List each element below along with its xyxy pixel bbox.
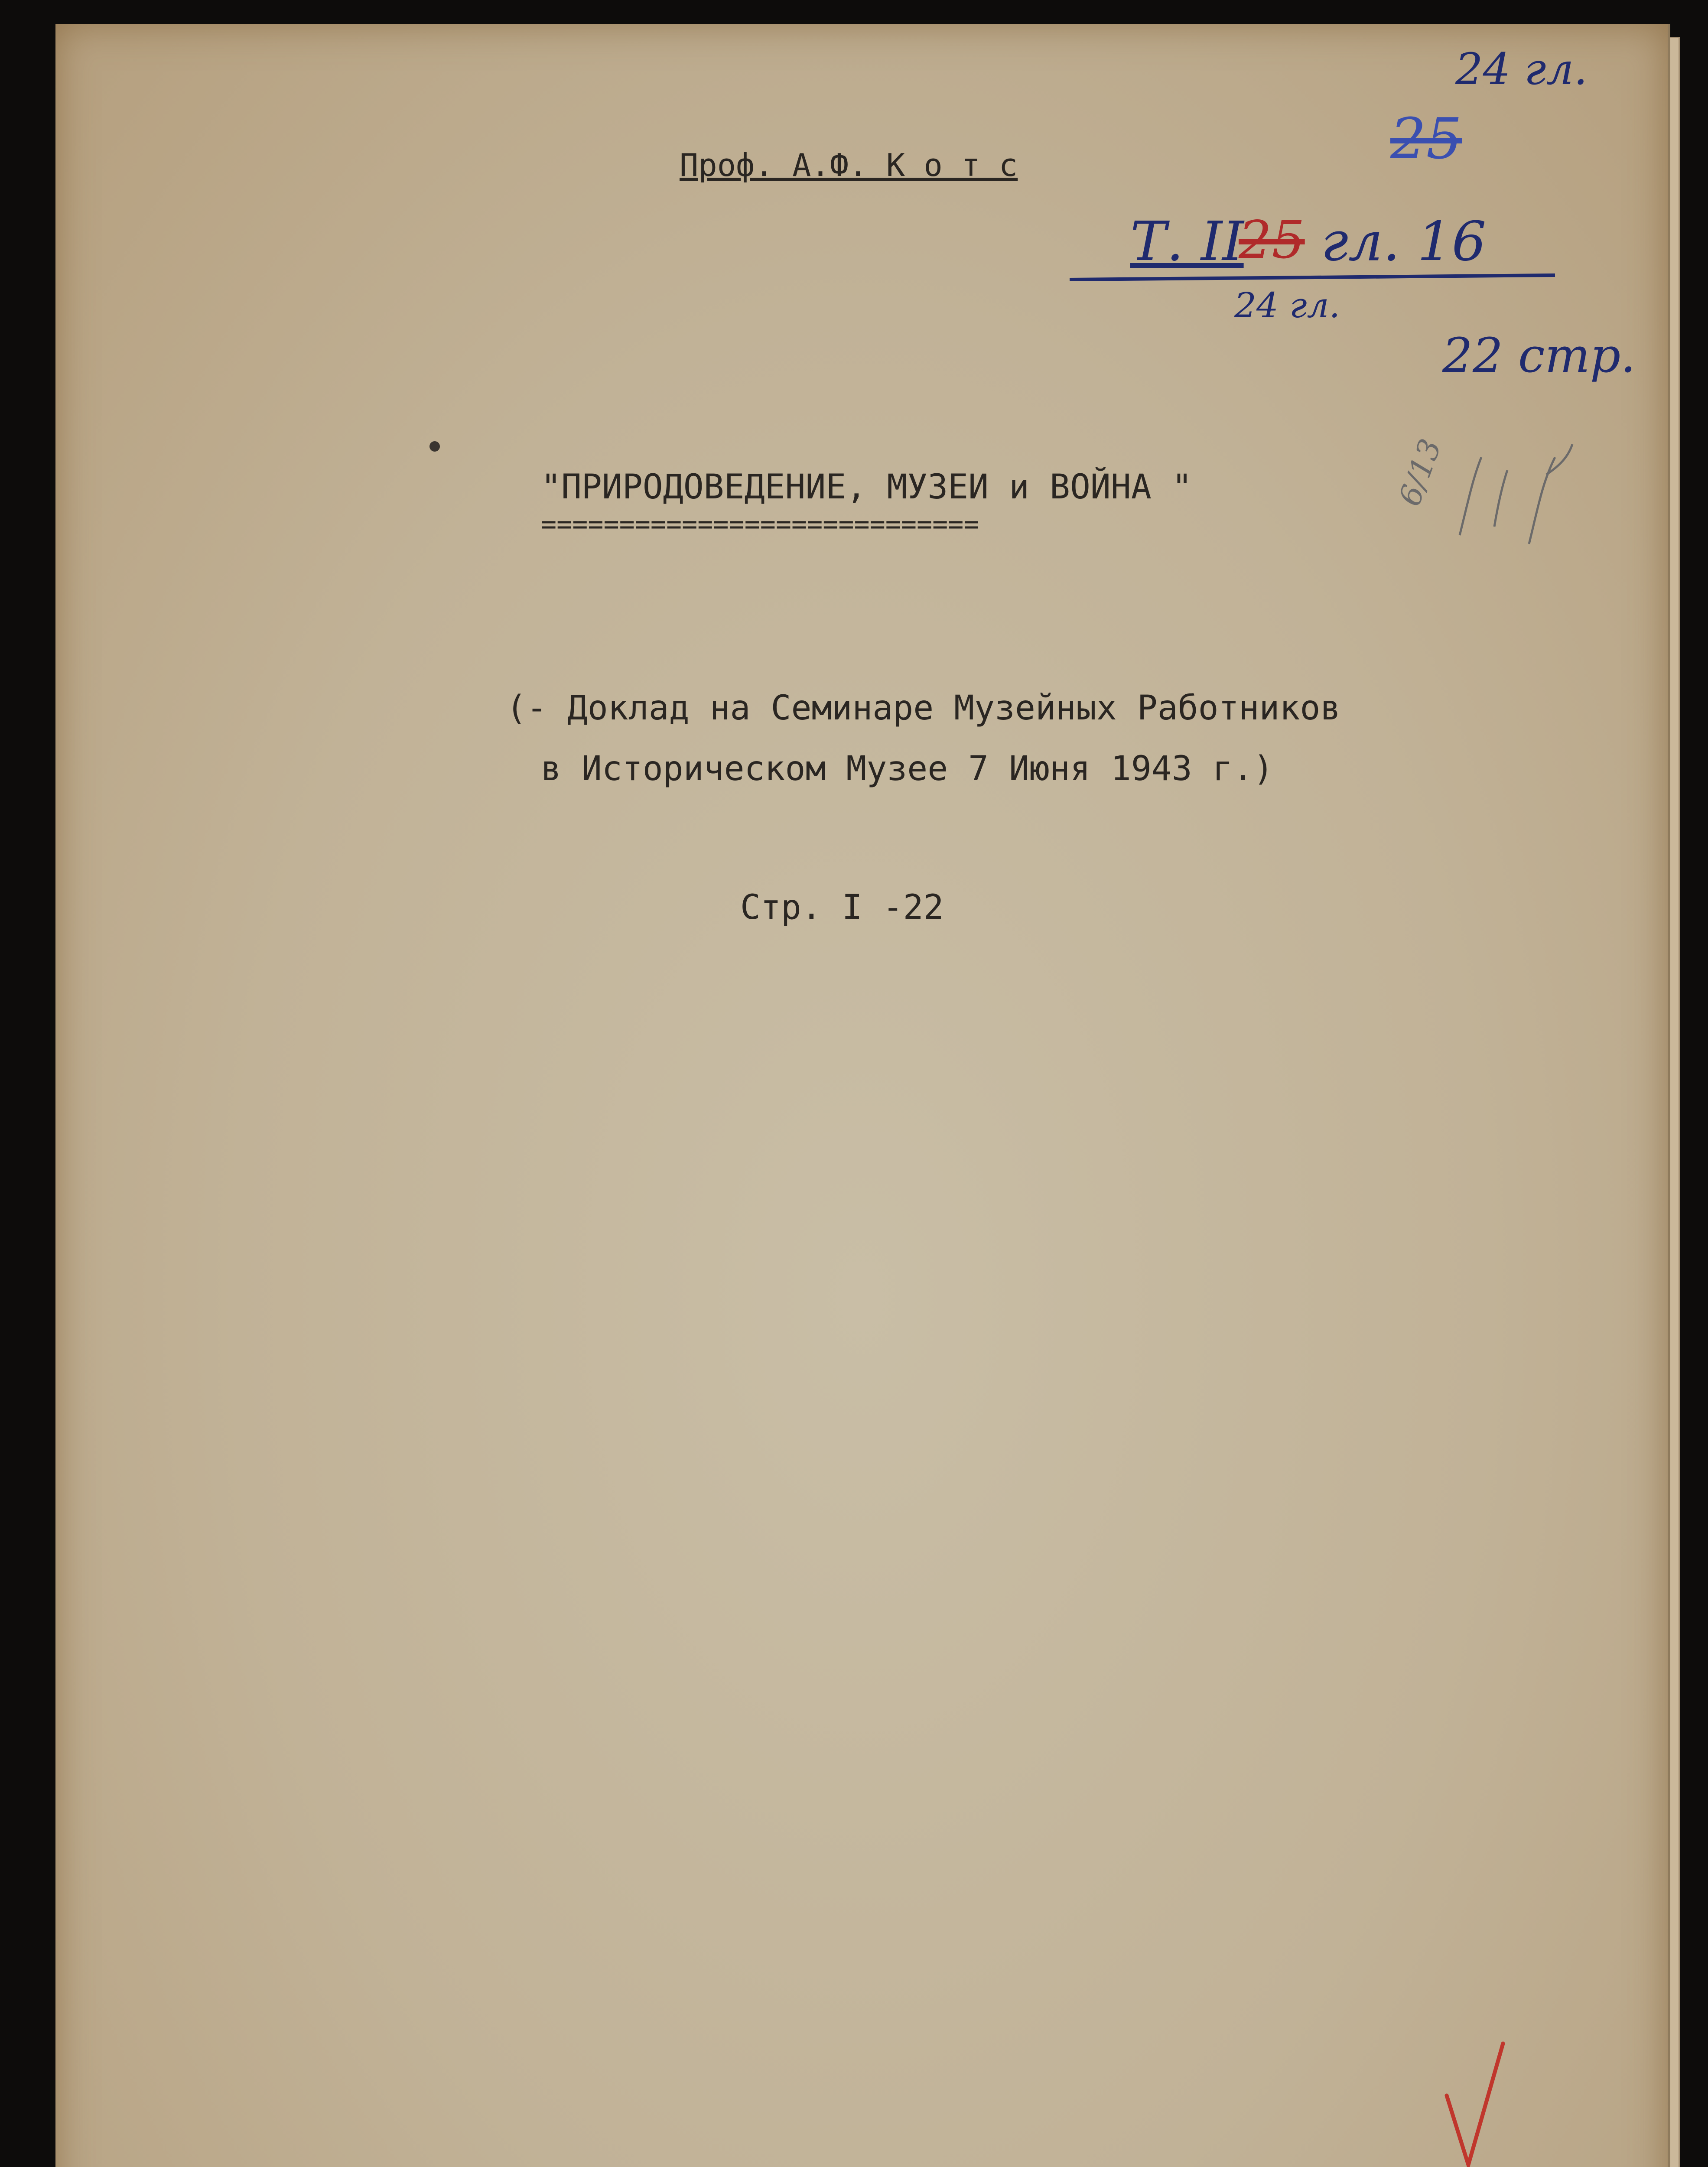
document-page bbox=[55, 24, 1670, 2167]
annotation-page-count: 22 стр. bbox=[1442, 328, 1636, 383]
ink-dot bbox=[428, 440, 441, 453]
subtitle-line-2: в Историческом Музее 7 Июня 1943 г.) bbox=[541, 749, 1274, 788]
annotation-crossed-number: 25 bbox=[1390, 106, 1462, 172]
annotation-below-chapter: 24 гл. bbox=[1234, 285, 1340, 325]
pencil-scribble bbox=[1442, 371, 1581, 553]
annotation-pencil-note: 6/13 bbox=[1392, 434, 1449, 511]
annotation-top-right: 24 гл. bbox=[1455, 44, 1588, 94]
annotation-crossed-chapter: 25 bbox=[1239, 210, 1305, 270]
red-check-mark bbox=[1438, 2035, 1512, 2167]
subtitle-line-1: (- Доклад на Семинаре Музейных Работников bbox=[506, 689, 1341, 728]
title-underline: ============================ bbox=[541, 509, 979, 540]
author-line: Проф. А.Ф. К о т с bbox=[680, 147, 1018, 183]
annotation-underline-stroke bbox=[1065, 267, 1564, 293]
page-range: Стр. I -22 bbox=[740, 888, 944, 927]
annotation-chapter: гл. 16 bbox=[1321, 210, 1487, 273]
annotation-volume: Т. II bbox=[1130, 210, 1244, 273]
document-title: "ПРИРОДОВЕДЕНИЕ, МУЗЕИ и ВОЙНА " bbox=[541, 468, 1192, 507]
